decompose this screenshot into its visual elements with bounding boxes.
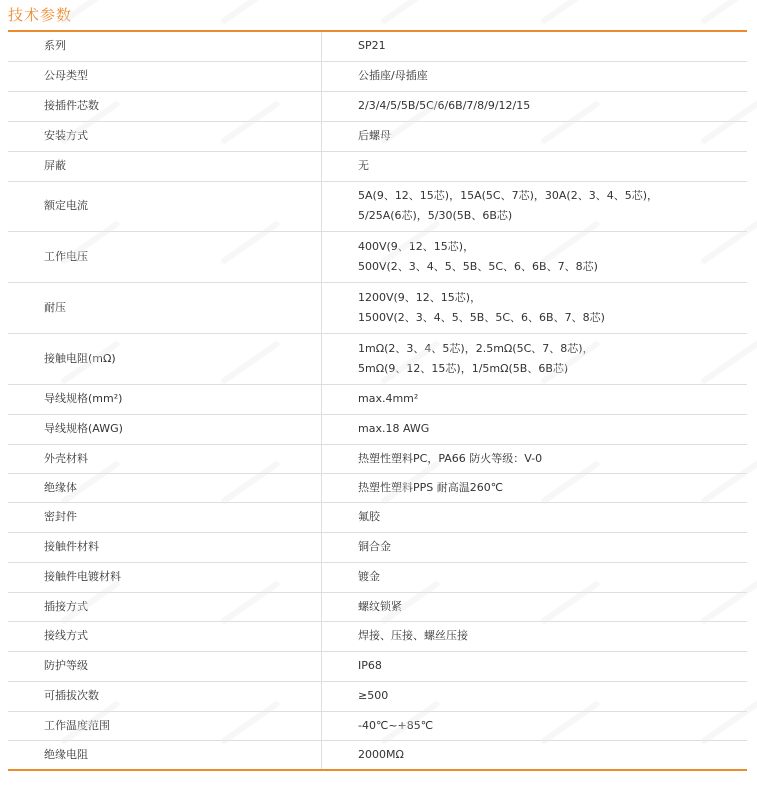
spec-value xyxy=(322,740,748,770)
spec-label: 工作温度范围 xyxy=(8,711,322,740)
spec-value xyxy=(322,61,748,91)
spec-value-line: 2000MΩ xyxy=(358,747,404,761)
spec-label: 外壳材料 xyxy=(8,444,322,473)
spec-label: 接触件材料 xyxy=(8,532,322,562)
spec-label: 密封件 xyxy=(8,502,322,532)
spec-label: 耐压 xyxy=(8,282,322,333)
spec-value-line: 螺纹锁紧 xyxy=(358,599,402,613)
spec-value xyxy=(322,121,748,151)
spec-value xyxy=(322,91,748,121)
section-title: 技术参数 xyxy=(8,6,73,24)
spec-label: 额定电流 xyxy=(8,181,322,231)
spec-table-body xyxy=(8,31,747,770)
spec-value xyxy=(322,532,748,562)
spec-row xyxy=(8,562,747,592)
spec-row xyxy=(8,444,747,473)
spec-row xyxy=(8,333,747,384)
spec-value-line: 热塑性塑料PPS 耐高温260℃ xyxy=(358,480,504,494)
spec-value xyxy=(322,333,748,384)
spec-value-line: SP21 xyxy=(358,39,386,53)
spec-row xyxy=(8,740,747,770)
spec-value-line: 镀金 xyxy=(358,570,380,583)
spec-value-line: 无 xyxy=(358,159,369,172)
spec-label: 接触电阻(mΩ) xyxy=(8,333,322,384)
spec-row xyxy=(8,121,747,151)
spec-value xyxy=(322,681,748,711)
spec-label: 防护等级 xyxy=(8,651,322,681)
spec-value-line: 5A(9、12、15芯)，15A(5C、7芯)，30A(2、3、4、5芯)， xyxy=(358,189,658,202)
spec-label: 接线方式 xyxy=(8,621,322,651)
spec-value xyxy=(322,181,748,231)
spec-row xyxy=(8,282,747,333)
spec-value xyxy=(322,444,748,473)
spec-label: 公母类型 xyxy=(8,61,322,91)
spec-label: 插接方式 xyxy=(8,592,322,621)
spec-value-line: 后螺母 xyxy=(358,129,391,142)
spec-value-line: 1500V(2、3、4、5、5B、5C、6、6B、7、8芯) xyxy=(358,310,605,324)
spec-value xyxy=(322,31,748,61)
spec-row xyxy=(8,621,747,651)
spec-label: 可插拔次数 xyxy=(8,681,322,711)
spec-value-line: 焊接、压接、螺丝压接 xyxy=(358,629,468,642)
spec-value-line: 氟胶 xyxy=(358,510,380,523)
spec-row xyxy=(8,711,747,740)
spec-value-line: ≥500 xyxy=(358,689,389,702)
spec-value xyxy=(322,711,748,740)
spec-value xyxy=(322,651,748,681)
spec-label: 绝缘电阻 xyxy=(8,740,322,770)
spec-value-line: 1mΩ(2、3、4、5芯)，2.5mΩ(5C、7、8芯)， xyxy=(358,341,594,355)
spec-value-line: 铜合金 xyxy=(358,540,391,553)
spec-value xyxy=(322,562,748,592)
spec-value xyxy=(322,473,748,502)
spec-label: 导线规格(mm²) xyxy=(8,384,322,414)
spec-value xyxy=(322,384,748,414)
spec-value-line: IP68 xyxy=(358,659,382,672)
spec-value xyxy=(322,282,748,333)
spec-row xyxy=(8,91,747,121)
spec-value xyxy=(322,502,748,532)
spec-value-line: 500V(2、3、4、5、5B、5C、6、6B、7、8芯) xyxy=(358,259,598,273)
spec-row xyxy=(8,231,747,282)
spec-row xyxy=(8,532,747,562)
spec-value-line: 公插座/母插座 xyxy=(358,69,428,82)
spec-value xyxy=(322,414,748,444)
spec-value-line: 1200V(9、12、15芯)， xyxy=(358,290,482,304)
spec-label: 系列 xyxy=(8,31,322,61)
spec-row xyxy=(8,592,747,621)
spec-value-line: 2/3/4/5/5B/5C/6/6B/7/8/9/12/15 xyxy=(358,99,531,112)
spec-row xyxy=(8,681,747,711)
spec-value-line: max.4mm² xyxy=(358,392,419,405)
spec-label: 屏蔽 xyxy=(8,151,322,181)
spec-label: 工作电压 xyxy=(8,231,322,282)
spec-row xyxy=(8,61,747,91)
spec-value xyxy=(322,621,748,651)
spec-label: 导线规格(AWG) xyxy=(8,414,322,444)
spec-value-line: max.18 AWG xyxy=(358,422,430,435)
spec-label: 安装方式 xyxy=(8,121,322,151)
spec-value-line: 热塑性塑料PC，PA66 防火等级：V-0 xyxy=(358,451,543,465)
spec-value-line: 400V(9、12、15芯)， xyxy=(358,239,475,253)
spec-value-line: 5mΩ(9、12、15芯)，1/5mΩ(5B、6B芯) xyxy=(358,361,569,375)
spec-row xyxy=(8,181,747,231)
spec-label: 接触件电镀材料 xyxy=(8,562,322,592)
spec-row xyxy=(8,502,747,532)
spec-value xyxy=(322,151,748,181)
spec-value xyxy=(322,592,748,621)
spec-label: 接插件芯数 xyxy=(8,91,322,121)
spec-label: 绝缘体 xyxy=(8,473,322,502)
spec-table xyxy=(8,30,747,771)
spec-row xyxy=(8,151,747,181)
spec-row xyxy=(8,651,747,681)
spec-value xyxy=(322,231,748,282)
spec-row xyxy=(8,473,747,502)
spec-row xyxy=(8,384,747,414)
spec-value-line: -40℃~+85℃ xyxy=(358,718,434,732)
spec-value-line: 5/25A(6芯)，5/30(5B、6B芯) xyxy=(358,209,513,222)
spec-row xyxy=(8,414,747,444)
spec-row xyxy=(8,31,747,61)
